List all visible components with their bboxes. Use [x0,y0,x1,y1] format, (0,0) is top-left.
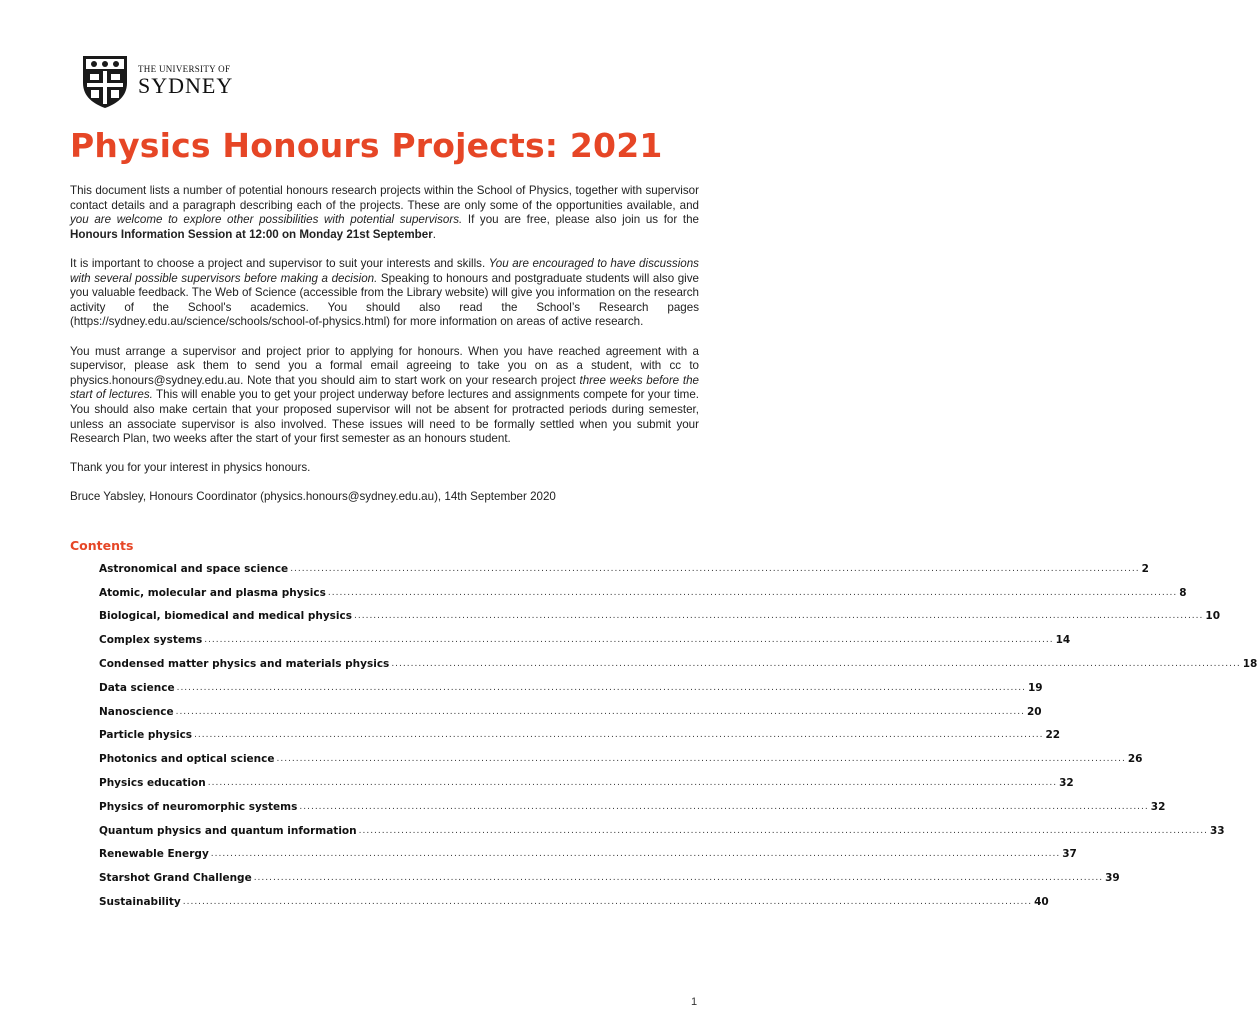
para3-text-c: This will enable you to get your project underway before lectures and assignments compete for your time. You should also make certain that your proposed supervisor will not be absent for protracted periods during semester, unless an associate supervisor is also involved. These issues will need to be formally settled when you submit your Research Plan, two weeks after the start of your first semester as an honours student. [70,388,699,446]
para1-text-a: This document lists a number of potential honours research projects within the School of Physics, together with supervisor contact details and a paragraph describing each of the projects. These are only some of the opportunities available, and [70,184,699,212]
toc-dot-leader: ............................................................................................................................................................................................................................ [194,730,1044,741]
toc-dot-leader: ............................................................................................................................................................................................................................ [253,873,1104,884]
toc-entry-page: 20 [1026,705,1042,718]
toc-entry-page: 8 [1179,586,1187,599]
toc-entry[interactable] [99,795,1166,819]
toc-entry[interactable] [99,866,1120,890]
page-title: Physics Honours Projects: 2021 [70,126,663,165]
para1-text-e: . [432,227,436,241]
toc-entry-label: Astronomical and space science [99,562,289,575]
toc-dot-leader: ............................................................................................................................................................................................................................ [176,682,1026,693]
toc-entry-label: Starshot Grand Challenge [99,872,252,885]
toc-entry-page: 14 [1055,634,1071,647]
toc-entry[interactable] [99,747,1143,771]
toc-entry-page: 10 [1205,610,1221,623]
toc-dot-leader: ............................................................................................................................................................................................................................ [210,849,1061,860]
para1-text-italic: you are welcome to explore other possibilities with potential supervisors. [70,213,463,227]
para1-text-c: If you are free, please also join us for the [462,213,699,227]
toc-entry-page: 19 [1027,681,1043,694]
toc-entry[interactable] [99,700,1042,724]
page-number: 1 [691,996,698,1008]
toc-entry-label: Condensed matter physics and materials physics [99,658,390,671]
toc-dot-leader: ............................................................................................................................................................................................................................ [391,659,1241,670]
toc-dot-leader: ............................................................................................................................................................................................................................ [354,611,1204,622]
toc-entry-page: 2 [1141,562,1149,575]
toc-entry-label: Biological, biomedical and medical physics [99,610,352,623]
toc-dot-leader: ............................................................................................................................................................................................................................ [299,801,1149,812]
contents-heading: Contents [70,538,134,553]
toc-entry[interactable] [99,557,1149,581]
paragraph-signature: Bruce Yabsley, Honours Coordinator (physics.honours@sydney.edu.au), 14th September 2020 [70,490,556,504]
toc-entry-page: 18 [1242,658,1257,671]
toc-entry[interactable] [99,771,1074,795]
toc-entry-label: Particle physics [99,729,193,742]
toc-entry[interactable] [99,676,1043,700]
toc-dot-leader: ............................................................................................................................................................................................................................ [290,563,1140,574]
toc-entry-page: 33 [1210,824,1225,837]
toc-entry-label: Physics education [99,777,206,790]
toc-entry-label: Nanoscience [99,705,174,718]
toc-entry[interactable] [99,652,1257,676]
toc-entry-label: Quantum physics and quantum information [99,824,357,837]
para3-text-italic: three weeks before the start of lectures. [70,373,699,402]
toc-entry-page: 37 [1062,848,1077,861]
table-of-contents [99,557,1257,914]
toc-entry[interactable] [99,581,1187,605]
toc-entry[interactable] [99,819,1225,843]
toc-entry-label: Physics of neuromorphic systems [99,800,298,813]
toc-entry-page: 32 [1059,777,1074,790]
para2-text-a: It is important to choose a project and supervisor to suit your interests and skills. [70,256,489,270]
toc-dot-leader: ............................................................................................................................................................................................................................ [175,706,1025,717]
toc-entry[interactable] [99,724,1061,748]
toc-dot-leader: ............................................................................................................................................................................................................................ [182,897,1033,908]
paragraph-arrange [70,345,699,447]
toc-entry[interactable] [99,843,1077,867]
toc-entry-page: 26 [1127,753,1143,766]
para2-text-c: Speaking to honours and postgraduate students will also give you valuable feedback. The Web of Science (accessible from the Library website) will give you information on the research activity of the School's academics. You should also read the School’s Research pages (https://sydney.edu.au/science/schools/school-of-physics.html) for more information on areas of active research. [70,271,699,329]
toc-entry-label: Atomic, molecular and plasma physics [99,586,326,599]
toc-entry[interactable] [99,890,1049,914]
toc-dot-leader: ............................................................................................................................................................................................................................ [276,754,1126,765]
toc-dot-leader: ............................................................................................................................................................................................................................ [327,587,1178,598]
intro-text [70,184,699,520]
paragraph-intro [70,184,699,242]
toc-dot-leader: ............................................................................................................................................................................................................................ [207,778,1058,789]
toc-entry-page: 39 [1105,872,1120,885]
paragraph-choose [70,257,699,330]
university-logo [80,44,252,118]
logo-line-2: SYDNEY [138,73,234,98]
toc-entry-label: Data science [99,681,175,694]
para3-text-a: You must arrange a supervisor and project prior to applying for honours. When you have reached agreement with a supervisor, please ask them to send you a formal email agreeing to take you on as a student, with cc to physics.honours@sydney.edu.au. Note that you should aim to start work on your research project [70,344,699,387]
toc-entry-page: 32 [1150,800,1166,813]
toc-entry-label: Complex systems [99,634,203,647]
university-crest-icon [80,53,130,109]
paragraph-thanks: Thank you for your interest in physics honours. [70,461,311,475]
toc-entry[interactable] [99,628,1071,652]
logo-line-1: THE UNIVERSITY OF [138,64,231,74]
info-session-bold: Honours Information Session at 12:00 on Monday 21st September [70,227,433,241]
toc-entry-label: Sustainability [99,896,181,909]
toc-entry-label: Photonics and optical science [99,753,275,766]
toc-entry-page: 40 [1034,896,1049,909]
toc-entry-label: Renewable Energy [99,848,209,861]
toc-entry-page: 22 [1045,729,1061,742]
toc-dot-leader: ............................................................................................................................................................................................................................ [358,825,1208,836]
toc-entry[interactable] [99,605,1221,629]
toc-dot-leader: ............................................................................................................................................................................................................................ [204,635,1054,646]
para2-text-italic: You are encouraged to have discussions with several possible supervisors before making a decision. [70,256,699,285]
